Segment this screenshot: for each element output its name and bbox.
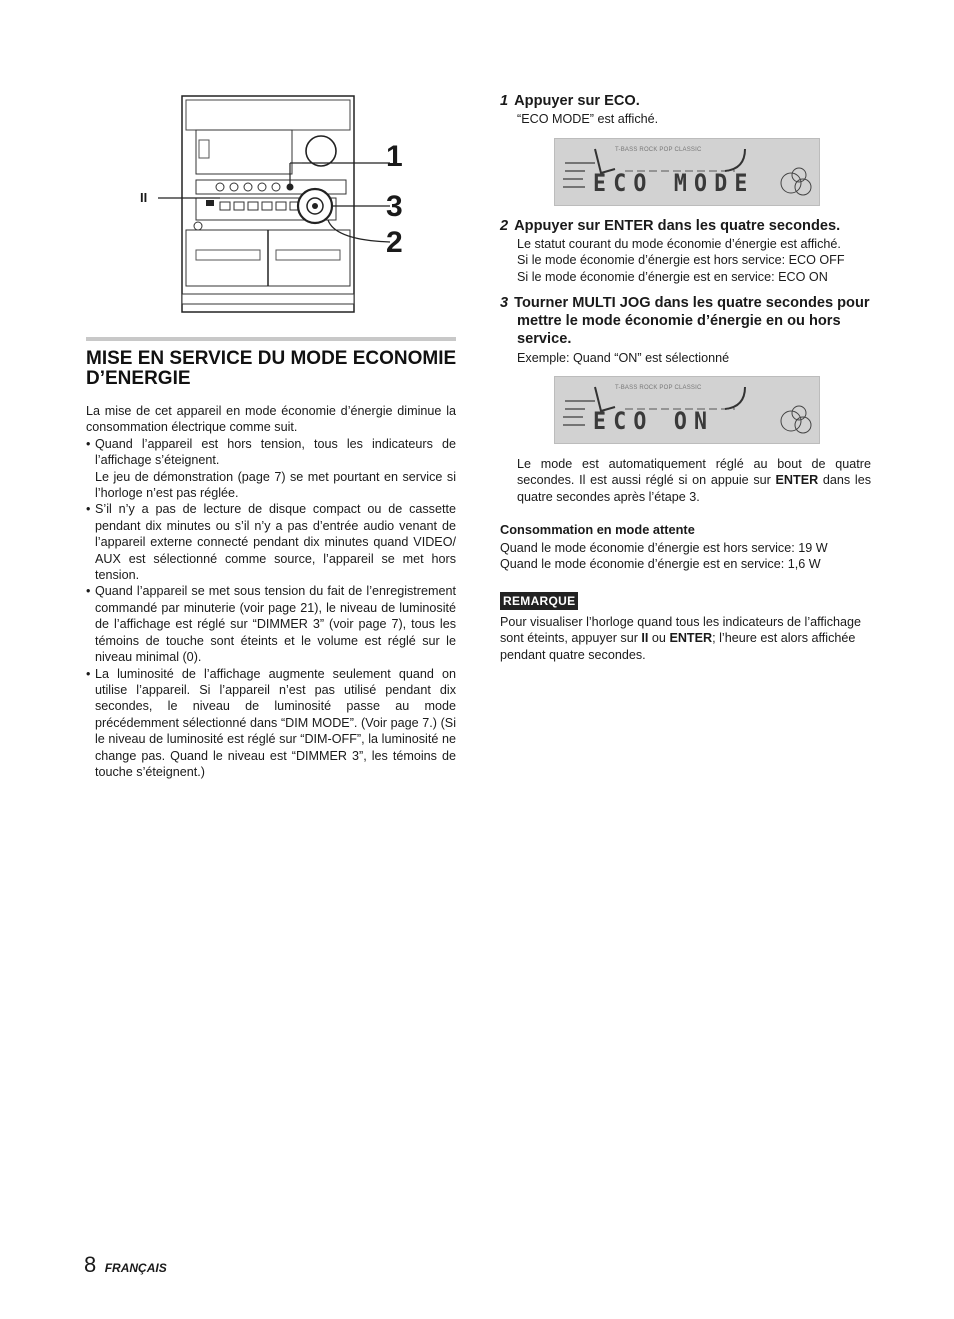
- bullet-item: [86, 666, 456, 781]
- stereo-drawing: [140, 90, 420, 320]
- page-footer: [84, 1252, 167, 1278]
- remarque-after: ; l’heure est alors affichée pendant quatre secondes.: [500, 631, 856, 662]
- step-number: 1: [500, 93, 509, 109]
- remarque-bold-2: ENTER: [669, 631, 713, 646]
- lcd-segment-text: ECO ON: [593, 407, 715, 435]
- step-2-line: Si le mode économie d’énergie est hors service: ECO OFF: [517, 253, 845, 268]
- bullet-item: [86, 436, 456, 502]
- lcd-segment-text: ECO MODE: [593, 169, 755, 197]
- left-column: [86, 403, 456, 780]
- step-2-line: Si le mode économie d’énergie est en service: ECO ON: [517, 269, 828, 284]
- step-2-text: [517, 236, 877, 285]
- auto-text-after: dans les quatre secondes après l’étape 3.: [517, 473, 872, 504]
- step-1-heading: [500, 92, 880, 110]
- lcd-indicators: T-BASS ROCK POP CLASSIC: [615, 385, 702, 391]
- section-title-line2: D’ENERGIE: [86, 368, 191, 389]
- bullet-list: [86, 436, 456, 781]
- step-2-line: Le statut courant du mode économie d’énergie est affiché.: [517, 237, 841, 251]
- lcd-display-eco-on: [554, 376, 820, 444]
- auto-set-paragraph: [517, 456, 871, 505]
- bullet-text: Quand l’appareil se met sous tension du fait de l’enregistrement commandé par minuterie (voir page 21), le niveau de luminosité de l’affichage est réglé sur “DIMMER 3” (voir page 7), tous les témoins de touche sont éteints et le volume est réglé sur le niveau minimal (0).: [95, 584, 456, 665]
- standby-line: Quand le mode économie d’énergie est en service: 1,6 W: [500, 557, 821, 572]
- step-2-heading: [500, 217, 880, 235]
- step-title: Appuyer sur ECO.: [514, 93, 640, 109]
- step-title: Appuyer sur ENTER dans les quatre secondes.: [514, 218, 841, 234]
- step-title: Tourner MULTI JOG dans les quatre secondes pour mettre le mode économie d’énergie en ou hors service.: [514, 295, 870, 347]
- remarque-mid: ou: [648, 631, 670, 646]
- section-rule: [86, 337, 456, 341]
- callout-2: 2: [386, 226, 403, 259]
- bullet-text: S’il n’y a pas de lecture de disque compact ou de cassette pendant dix minutes ou s’il n’y a pas d’entrée audio venant de l’appareil externe connecté pendant dix minutes quand VIDEO/ AUX est sélectionné comme source, l’appareil se met hors tension.: [95, 502, 456, 583]
- section-title-line1: MISE EN SERVICE DU MODE ECONOMIE: [86, 348, 457, 369]
- auto-text-before: Le mode est automatiquement réglé au bout de quatre secondes. Il est aussi réglé si on appuie sur: [517, 457, 871, 488]
- lcd-indicators: T-BASS ROCK POP CLASSIC: [615, 147, 702, 153]
- remarque-badge: REMARQUE: [500, 592, 578, 610]
- bullet-item: [86, 501, 456, 583]
- footer-language: FRANÇAIS: [104, 1261, 167, 1275]
- remarque-before: Pour visualiser l’horloge quand tous les indicateurs de l’affichage sont éteints, appuyer sur: [500, 615, 862, 646]
- auto-text-bold: ENTER: [775, 473, 819, 488]
- standby-line: Quand le mode économie d’énergie est hors service: 19 W: [500, 541, 828, 555]
- bullet-text: La luminosité de l’affichage augmente seulement quand on utilise l’appareil. Si l’appareil n’est pas utilisé pendant dix secondes, le niveau de luminosité passe au mode précédemment sélectionné dans “DIM MODE”. (Voir page 7.) (Si le niveau de luminosité est réglé sur “DIM-OFF”, la luminosité ne change pas. Quand le niveau est “DIMMER 3”, les témoins de touche s’éteignent.): [95, 666, 456, 779]
- callout-1: 1: [386, 140, 403, 173]
- callout-pause: II: [140, 190, 148, 205]
- remarque-text: [500, 614, 872, 663]
- intro-paragraph: La mise de cet appareil en mode économie d’énergie diminue la consommation électrique comme suit.: [86, 404, 456, 435]
- stereo-illustration: [140, 90, 420, 320]
- step-number: 3: [500, 295, 509, 311]
- callout-3: 3: [386, 190, 403, 223]
- page-number: 8: [84, 1252, 97, 1277]
- step-number: 2: [500, 218, 509, 234]
- step-1-text: “ECO MODE” est affiché.: [517, 112, 659, 126]
- lcd-display-eco-mode: [554, 138, 820, 206]
- bullet-subtext: Le jeu de démonstration (page 7) se met pourtant en service si l’horloge n’est pas réglée.: [95, 469, 456, 501]
- step-3-heading: [500, 294, 893, 348]
- section-title: [86, 349, 466, 389]
- bullet-item: [86, 583, 456, 665]
- standby-title: Consommation en mode attente: [500, 522, 695, 537]
- step-3-example: Exemple: Quand “ON” est sélectionné: [517, 351, 730, 365]
- bullet-text: Quand l’appareil est hors tension, tous les indicateurs de l’affichage s’éteignent.: [95, 436, 456, 468]
- standby-text: [500, 540, 870, 573]
- remarque-bold-1: II: [641, 631, 649, 646]
